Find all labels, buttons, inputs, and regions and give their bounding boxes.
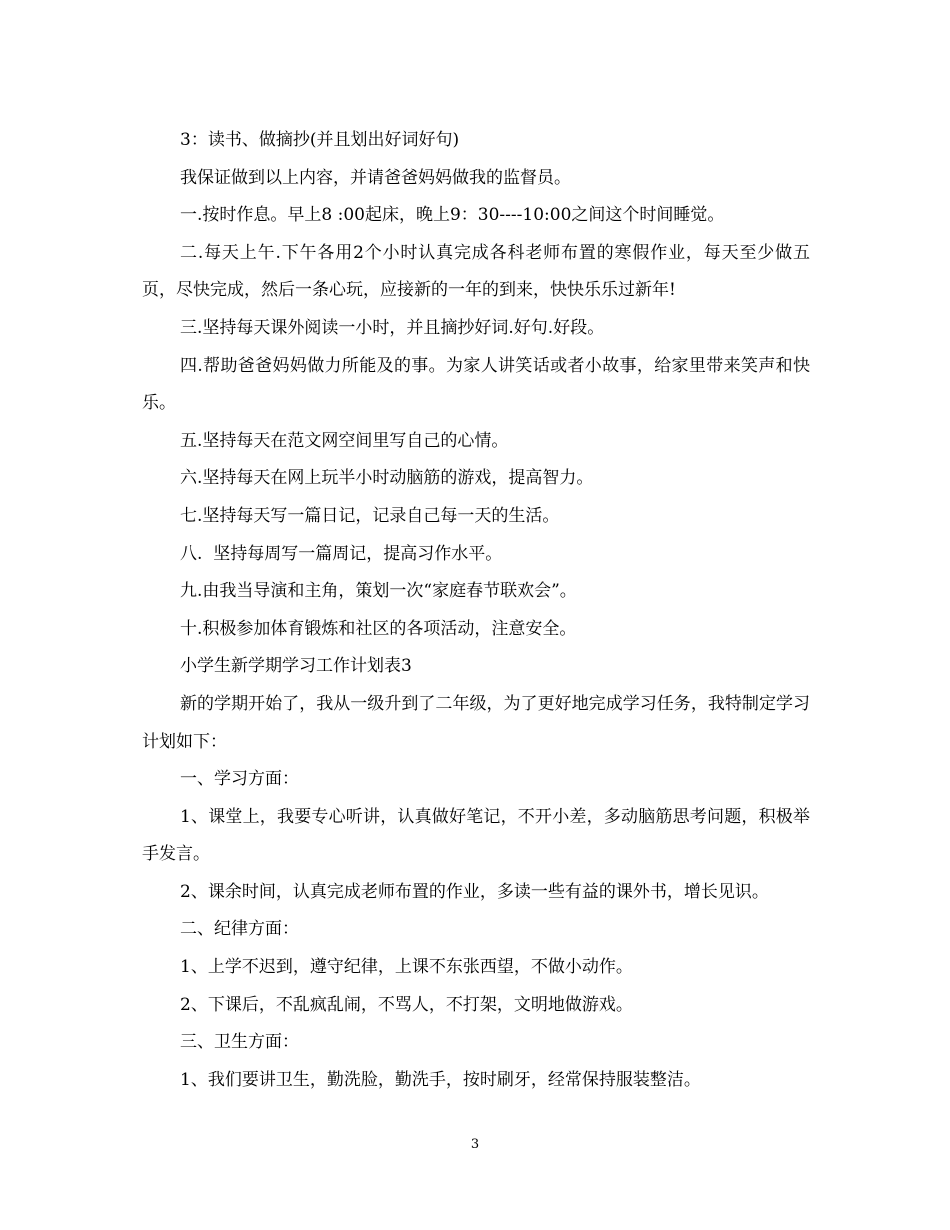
paragraph: 五.坚持每天在范文网空间里写自己的心情。	[180, 430, 509, 451]
document-body	[142, 122, 810, 1099]
section-heading: 一、学习方面：	[180, 769, 299, 790]
paragraph: 三.坚持每天课外阅读一小时，并且摘抄好词.好句.好段。	[180, 317, 605, 338]
paragraph: 3：读书、做摘抄(并且划出好词好句)	[180, 130, 460, 150]
paragraph: 四.帮助爸爸妈妈做力所能及的事。为家人讲笑话或者小故事，给家里带来笑声和快乐。	[142, 355, 810, 414]
page-number: 3	[470, 1137, 480, 1152]
paragraph: 七.坚持每天写一篇日记，记录自己每一天的生活。	[180, 505, 560, 526]
paragraph: 2、课余时间，认真完成老师布置的作业，多读一些有益的课外书，增长见识。	[180, 881, 769, 902]
paragraph: 一.按时作息。早上8 :00起床，晚上9：30----10:00之间这个时间睡觉。	[180, 205, 725, 226]
paragraph: 1、上学不迟到，遵守纪律，上课不东张西望，不做小动作。	[180, 957, 633, 978]
paragraph: 十.积极参加体育锻炼和社区的各项活动，注意安全。	[180, 618, 577, 639]
paragraph: 2、下课后，不乱疯乱闹，不骂人，不打架，文明地做游戏。	[180, 994, 633, 1015]
paragraph: 二.每天上午.下午各用2个小时认真完成各科老师布置的寒假作业，每天至少做五页，尽快完成，然后一条心玩，应接新的一年的到来，快快乐乐过新年!	[142, 242, 810, 301]
paragraph: 八. 坚持每周写一篇周记，提高习作水平。	[180, 543, 503, 564]
section-heading: 三、卫生方面：	[180, 1032, 299, 1053]
section-heading: 小学生新学期学习工作计划表3	[180, 656, 412, 677]
paragraph: 九.由我当导演和主角，策划一次“家庭春节联欢会”。	[180, 581, 577, 602]
paragraph: 我保证做到以上内容，并请爸爸妈妈做我的监督员。	[180, 167, 571, 188]
paragraph: 新的学期开始了，我从一级升到了二年级，为了更好地完成学习任务，我特制定学习计划如下：	[142, 693, 810, 752]
paragraph: 六.坚持每天在网上玩半小时动脑筋的游戏，提高智力。	[180, 468, 594, 489]
paragraph: 1、课堂上，我要专心听讲，认真做好笔记，不开小差，多动脑筋思考问题，积极举手发言。	[142, 806, 810, 865]
paragraph: 1、我们要讲卫生，勤洗脸，勤洗手，按时刷牙，经常保持服装整洁。	[180, 1069, 701, 1090]
section-heading: 二、纪律方面：	[180, 919, 299, 940]
